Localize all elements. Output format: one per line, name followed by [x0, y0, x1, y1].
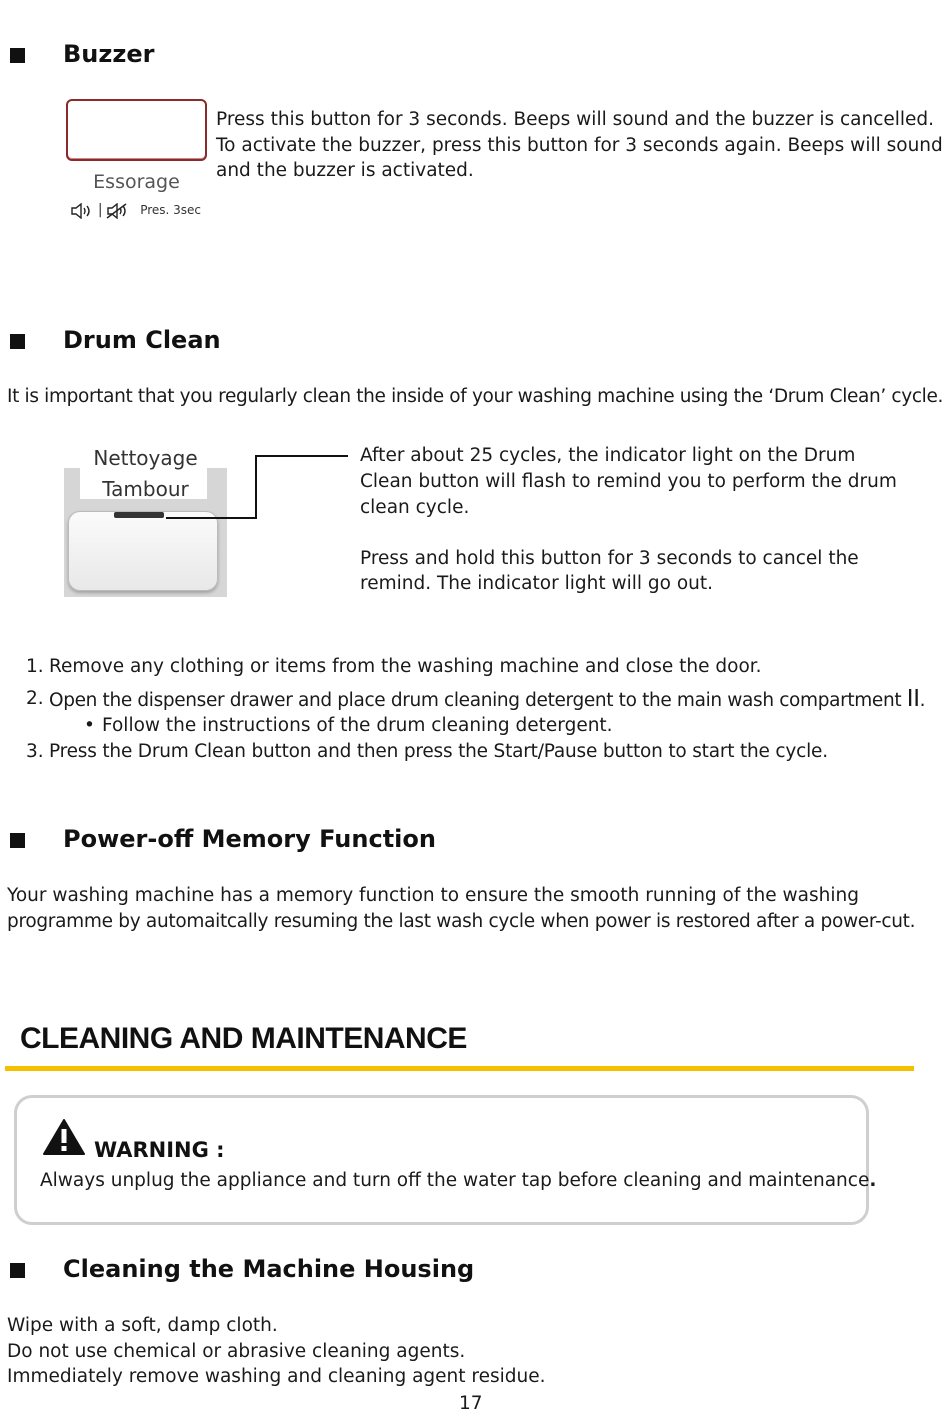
- warning-label: WARNING :: [94, 1138, 225, 1162]
- step-number: 1.: [26, 656, 44, 677]
- power-off-text-line: programme by automaitcally resuming the last wash cycle when power is restored after a power-cut.: [7, 911, 916, 932]
- section-bullet: [10, 1263, 25, 1278]
- buzzer-text-line: Press this button for 3 seconds. Beeps will sound and the buzzer is cancelled.: [216, 109, 935, 130]
- speaker-off-icon: [106, 203, 130, 219]
- housing-text-line: Immediately remove washing and cleaning agent residue.: [7, 1366, 546, 1387]
- drum-clean-intro: It is important that you regularly clean the inside of your washing machine using the ‘Drum Clean’ cycle.: [7, 386, 944, 407]
- drum-clean-heading: Drum Clean: [63, 326, 221, 354]
- buzzer-text-line: To activate the buzzer, press this button for 3 seconds again. Beeps will sound: [216, 135, 943, 156]
- title-underline: [5, 1066, 914, 1071]
- warning-text-end: .: [869, 1170, 877, 1191]
- housing-text-line: Wipe with a soft, damp cloth.: [7, 1315, 278, 1336]
- step-text-tail: .: [919, 690, 926, 711]
- drum-desc-line: Press and hold this button for 3 seconds to cancel the: [360, 548, 859, 569]
- power-off-heading: Power-off Memory Function: [63, 825, 436, 853]
- section-bullet: [10, 833, 25, 848]
- buzzer-button-label: Essorage: [93, 171, 180, 193]
- buzzer-button-image: [66, 99, 207, 161]
- buzzer-icon-caption: Pres. 3sec: [140, 203, 202, 217]
- section-bullet: [10, 334, 25, 349]
- power-off-text-line: Your washing machine has a memory function to ensure the smooth running of the washing: [7, 885, 859, 906]
- drum-clean-label-line: Nettoyage: [93, 446, 198, 470]
- step-number: 3.: [26, 741, 44, 762]
- step-text: Press the Drum Clean button and then press the Start/Pause button to start the cycle.: [49, 741, 828, 762]
- speaker-on-icon: [70, 203, 94, 219]
- section-bullet: [10, 48, 25, 63]
- sub-bullet-dot: •: [84, 715, 95, 736]
- drum-clean-label-line: Tambour: [102, 477, 189, 501]
- step-text-body: Open the dispenser drawer and place drum cleaning detergent to the main wash compartment: [49, 690, 907, 711]
- drum-desc-line: After about 25 cycles, the indicator light on the Drum: [360, 445, 856, 466]
- step-number: 2.: [26, 688, 44, 709]
- sub-bullet-text: Follow the instructions of the drum cleaning detergent.: [102, 715, 613, 736]
- compartment-mark: II: [906, 686, 920, 712]
- housing-text-line: Do not use chemical or abrasive cleaning agents.: [7, 1341, 466, 1362]
- buzzer-text-line: and the buzzer is activated.: [216, 160, 474, 181]
- drum-desc-line: remind. The indicator light will go out.: [360, 573, 714, 594]
- housing-heading: Cleaning the Machine Housing: [63, 1255, 475, 1283]
- callout-line: [160, 450, 360, 530]
- drum-desc-line: Clean button will flash to remind you to perform the drum: [360, 471, 897, 492]
- indicator-light: [114, 512, 164, 518]
- warning-text: [40, 1168, 876, 1194]
- buzzer-heading: Buzzer: [63, 40, 155, 68]
- step-text: Remove any clothing or items from the washing machine and close the door.: [49, 656, 762, 677]
- drum-desc-line: clean cycle.: [360, 497, 470, 518]
- buzzer-icon-row: | Pres. 3sec: [70, 202, 210, 219]
- step-text: [49, 686, 925, 714]
- warning-triangle-icon: [42, 1118, 86, 1156]
- cleaning-maintenance-title: CLEANING AND MAINTENANCE: [20, 1022, 467, 1055]
- page-number: 17: [459, 1393, 483, 1414]
- warning-text-body: Always unplug the appliance and turn off the water tap before cleaning and maintenance: [40, 1170, 870, 1191]
